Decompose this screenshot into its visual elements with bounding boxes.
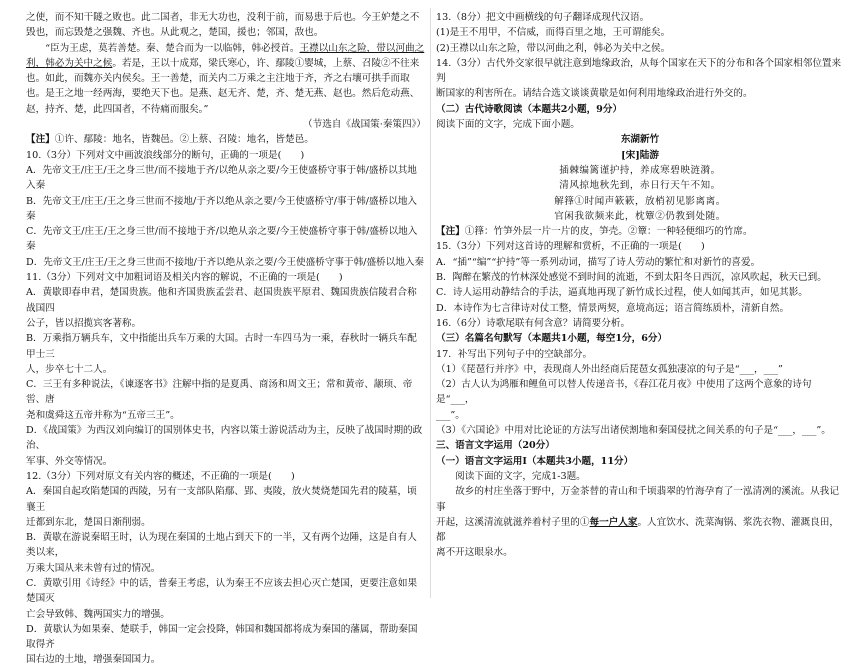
- option: B．万乘指万辆兵车，文中指能出兵车万乘的大国。古时一车四马为一乘，春秋时一辆兵车配甲士三: [26, 333, 417, 360]
- option-cont: 迁都到东北，楚国日渐削弱。: [26, 516, 151, 528]
- option: B．先帝文王/庄王/王之身三世而不接地/于齐以绝从亲之要/今王使盛桥守/事于韩/盛桥以地入秦: [26, 195, 418, 222]
- question-11: 11.（3分）下列对文中加粗词语及相关内容的解说，不正确的一项是( ): [26, 272, 343, 284]
- question-15: 15.（3分）下列对这首诗的理解和赏析，不正确的一项是( ): [436, 241, 705, 253]
- poem-line: 官闲我欲频来此，枕簟②仍教到处随。: [554, 210, 726, 222]
- subquestion: (1)是王不用甲，不信威，而得百里之地，王可谓能矣。: [436, 27, 671, 39]
- question-17: 17．补写出下列句子中的空缺部分。: [436, 348, 593, 360]
- option: C．黄歇引用《诗经》中的话，普秦王考虑，认为秦王不应该去担心灭亡楚国，更要注意如果楚国灭: [26, 577, 418, 605]
- underlined-phrase: 每一户人家: [589, 516, 638, 528]
- instruction: 阅读下面的文字，完成1-3题。: [455, 470, 586, 482]
- option: A．秦国自起攻陷楚国的西陵，另有一支部队陷鄢、郢、夷陵，放火焚烧楚国先君的陵墓，顷襄王: [26, 486, 417, 513]
- option: A．先帝文王/庄王/王之身三世/而不接地于齐/以绝从亲之要/今王使盛桥守事于韩/盛桥以其地入秦: [26, 164, 417, 192]
- option: B．陶醉在繁茂的竹林深处感觉不到时间的流逝，不到太阳冬日西沉，凉风吹起，秋天已到。: [436, 272, 827, 284]
- underlined-sentence: 王襟以山东之险，带以河曲之利，: [26, 42, 425, 69]
- footnote: 【注】①许、鄢陵：地名，皆魏邑。②上蔡、召陵：地名，皆楚邑。: [26, 134, 314, 146]
- option: D．先帝文王/庄王/王之身三世而不接地/于齐以绝从亲之要/今王使盛桥守事于韩/盛桥以地入秦: [26, 256, 425, 268]
- subquestion: （3）《六国论》中用对比论证的方法写出诸侯割地和秦国侵扰之间关系的句子是“___，___”。: [436, 425, 831, 437]
- option: D．本诗作为七言律诗对仗工整，情景两契，意境高远；语言简练质朴，清新自然。: [436, 302, 790, 314]
- option-cont: 尧和虞舜这五帝并称为“五帝三王”。: [26, 409, 180, 421]
- option-cont: 亡会导致韩、魏两国实力的增强。: [26, 608, 170, 620]
- option: A．黄歇即春申君，楚国贵族。他和齐国贵族孟尝君、赵国贵族平原君、魏国贵族信陵君合称战国四: [26, 287, 417, 314]
- poem-author: [宋]陆游: [621, 149, 659, 161]
- subquestion: （2）古人认为鸿雁和鲤鱼可以替人传递音书，《春江花月夜》中使用了这两个意象的诗句是“___，: [436, 379, 812, 406]
- poem-footnote: 【注】①箨：竹笋外层一片一片的皮，笋壳。②簟：一种轻便细巧的竹席。: [436, 226, 753, 238]
- underlined-sentence: 韩必为关中之候: [45, 57, 113, 69]
- subquestion: (2)王襟以山东之险，带以河曲之利，韩必为关中之侯。: [436, 42, 671, 54]
- option: C．先帝文王/庄王/王之身三世/而不接地于齐/以绝从亲之要/今王使盛桥守事于韩/盛桥以地入秦: [26, 226, 418, 253]
- reading-paragraph: 故乡的村庄坐落于野中，万金茶替的青山和千顷翡翠的竹海孕育了一泓清冽的溪流。从我记事: [436, 486, 839, 513]
- passage-paragraph: “臣为王虑，莫若善楚。秦、楚合而为一以临韩，韩必授首。王襟以山东之险，带以河曲之利，韩必为关中之候。若是，王以十成郑，梁氏寒心，许、鄢陵①婴城，上蔡、召陵②不往来也。如此，而魏亦关内侯矣。王一善楚，而关内二万乘之主注地于齐，齐之右壤可拱手而取也。是王之地一经两海，要绝天下也。是燕、赵无齐、楚，齐、楚无燕、赵也。然后危动燕、赵，持齐、楚，此四国者，不待痛而服矣。”: [26, 42, 425, 115]
- question-13: 13.（8分）把文中画横线的句子翻译成现代汉语。: [436, 12, 650, 23]
- option-cont: 军事、外交等情况。: [26, 455, 113, 467]
- passage-paragraph: 之使，而不知干隧之败也。此二国者，非无大功也，没利于前，而易患于后也。今王妒楚之不毁也，而忘毁楚之强魏、齐也。从此观之，楚国，援也；邻国，敌也。: [26, 12, 420, 39]
- right-column: [436, 10, 844, 561]
- subquestion-cont: ___”。: [436, 409, 465, 421]
- question-14: 14.（3分）古代外交家很早就注意到地缘政治，从每个国家在天下的分布和各个国家相邻位置来判: [436, 57, 842, 85]
- section-heading: （二）古代诗歌阅读（本题共2小题，9分）: [436, 103, 623, 115]
- option: A．“插”“编”“护持”等一系列动词，描写了诗人劳动的繁忙和对新竹的喜爱。: [436, 256, 761, 268]
- option-cont: 公子，皆以招揽宾客著称。: [26, 317, 142, 329]
- poem-line: 解箨①时闻声簌簌，放梢初见影离离。: [554, 195, 726, 207]
- section-heading: 三、语言文字运用（20分）: [436, 440, 555, 452]
- poem-line: 插棘编篱谨护持，养成寒碧映涟漪。: [559, 164, 721, 176]
- question-10: 10.（3分）下列对文中画波浪线部分的断句，正确的一项是( ): [26, 149, 305, 161]
- question-16: 16.（6分）诗歌尾联有何含意？请简要分析。: [436, 317, 631, 329]
- question-12: 12.（3分）下列对原文有关内容的概述，不正确的一项是( ): [26, 470, 295, 482]
- reading-paragraph-cont: 开起，这溪清流就滋养着村子里的①每一户人家。人宜饮水、洗菜淘锅、浆洗衣物、灌溉良田，都: [436, 516, 839, 544]
- option: C．三王有多种说法，《谏逐客书》注解中指的是夏禹、商汤和周文王；常和黄帝、颛顼、帝喾、唐: [26, 379, 413, 406]
- source-citation: （节选自《战国策·秦策四》）: [303, 119, 426, 131]
- column-divider: [430, 8, 431, 598]
- option: C．诗人运用动静结合的手法，逼真地再现了新竹成长过程，使人如闻其声，如见其影。: [436, 287, 808, 299]
- subsection-heading: （一）语言文字运用Ⅰ（本题共3小题，11分）: [436, 455, 634, 467]
- option: D．《战国策》为西汉刘向编订的国别体史书，内容以策士游说活动为主，反映了战国时期的政治、: [26, 425, 423, 452]
- instruction: 阅读下面的文字，完成下面小题。: [436, 119, 580, 131]
- left-column: [26, 10, 426, 668]
- option: B．黄歇在游说秦昭王时，认为现在秦国的土地占到天下的一半，又有两个边陲，这是自有人类以来，: [26, 532, 417, 559]
- option-cont: 人，步卒七十二人。: [26, 363, 113, 375]
- question-14-cont: 断国家的利害所在。请结合选文谈谈黄歇是如何利用地缘政治进行外交的。: [436, 88, 753, 100]
- option-cont: 国右边的土地，增强秦国国力。: [26, 654, 161, 666]
- section-heading: （三）名篇名句默写（本题共1小题，每空1分，6分）: [436, 333, 668, 345]
- reading-paragraph-cont: 离不开这眼泉水。: [436, 547, 513, 559]
- poem-title: 东湖新竹: [620, 134, 660, 146]
- option-cont: 万乘大国从来未曾有过的情况。: [26, 562, 161, 574]
- subquestion: （1）《琵琶行并序》中，表现商人外出经商后琵琶女孤独凄凉的句子是“___，___”: [436, 363, 783, 375]
- poem-line: 清风掠地秋先到，赤日行天午不知。: [559, 180, 721, 192]
- option: D．黄歇认为如果秦、楚联手，韩国一定会投降，韩国和魏国都将成为秦国的藩属，帮助秦国取得齐: [26, 623, 418, 651]
